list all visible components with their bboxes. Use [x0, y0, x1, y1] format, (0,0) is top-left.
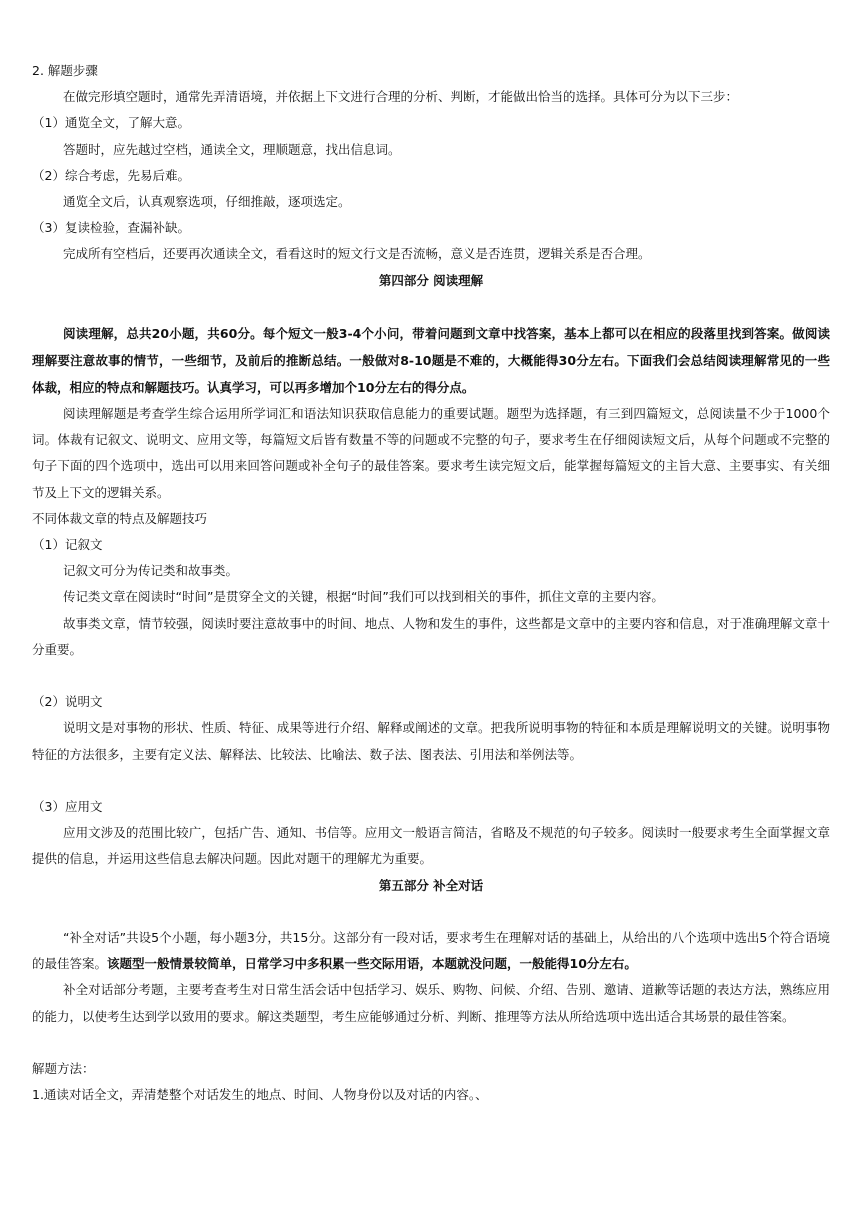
paragraph: 阅读理解题是考查学生综合运用所学词汇和语法知识获取信息能力的重要试题。题型为选择题，有三到四篇短文，总阅读量不少于1000个词。体裁有记叙文、说明文、应用文等，每篇短文后皆有数量不等的问题或不完整的句子，要求考生在仔细阅读短文后，从每个问题或不完整的句子下面的四个选项中，选出可以用来回答问题或补全句子的最佳答案。要求考生读完短文后，能掌握每篇短文的主旨大意、主要事实、有关细节及上下文的逻辑关系。: [32, 406, 830, 500]
section-title-reading: 第四部分 阅读理解: [378, 272, 484, 288]
paragraph: 说明文是对事物的形状、性质、特征、成果等进行介绍、解释或阐述的文章。把我所说明事物的特征和本质是理解说明文的关键。说明事物特征的方法很多，主要有定义法、解释法、比较法、比喻法、数子法、图表法、引用法和举例法等。: [32, 720, 830, 762]
genre-practical: （3）应用文: [32, 799, 103, 815]
step-item-2: （2）综合考虑，先易后难。: [32, 167, 190, 183]
paragraph: 传记类文章在阅读时“时间”是贯穿全文的关键，根据“时间”我们可以找到相关的事件，抓住文章的主要内容。: [63, 589, 664, 605]
dialogue-intro-bold: 该题型一般情景较简单，日常学习中多积累一些交际用语，本题就没问题，一般能得10分左右。: [107, 956, 637, 972]
document-page: [32, 58, 830, 1108]
spacer: [32, 899, 830, 925]
paragraph: 在做完形填空题时，通常先弄清语境，并依据上下文进行合理的分析、判断，才能做出恰当的选择。具体可分为以下三步：: [63, 89, 739, 105]
paragraph: 通览全文后，认真观察选项，仔细推敲，逐项选定。: [63, 194, 351, 210]
spacer: [32, 1030, 830, 1056]
paragraph: 答题时，应先越过空档，通读全文，理顺题意，找出信息词。: [63, 141, 401, 157]
method-item-1: 1.通读对话全文，弄清楚整个对话发生的地点、时间、人物身份以及对话的内容。、: [32, 1087, 488, 1103]
step-heading: 2. 解题步骤: [32, 63, 98, 78]
step-item-1: （1）通览全文，了解大意。: [32, 115, 190, 131]
reading-intro-bold: 阅读理解，总共20小题，共60分。每个短文一般3-4个小问，带着问题到文章中找答案，基本上都可以在相应的段落里找到答案。做阅读理解要注意故事的情节，一些细节，及前后的推断总结。一般做对8-10题是不难的，大概能得30分左右。下面我们会总结阅读理解常见的一些体裁，相应的特点和解题技巧。认真学习，可以再多增加个10分左右的得分点。: [32, 326, 830, 396]
section-title-dialogue: 第五部分 补全对话: [378, 877, 484, 893]
spacer: [32, 768, 830, 794]
method-heading: 解题方法：: [32, 1061, 95, 1077]
sub-heading: 不同体裁文章的特点及解题技巧: [32, 510, 208, 526]
step-item-3: （3）复读检验，查漏补缺。: [32, 220, 190, 236]
paragraph: 应用文涉及的范围比较广，包括广告、通知、书信等。应用文一般语言简洁，省略及不规范的句子较多。阅读时一般要求考生全面掌握文章提供的信息，并运用这些信息去解决问题。因此对题干的理解尤为重要。: [32, 825, 830, 867]
genre-expository: （2）说明文: [32, 694, 103, 710]
dialogue-intro: [32, 925, 830, 977]
paragraph: 补全对话部分考题，主要考查考生对日常生活会话中包括学习、娱乐、购物、问候、介绍、告别、邀请、道歉等话题的表达方法，熟练应用的能力，以使考生达到学以致用的要求。解这类题型，考生应能够通过分析、判断、推理等方法从所给选项中选出适合其场景的最佳答案。: [32, 982, 830, 1024]
paragraph: 记叙文可分为传记类和故事类。: [63, 563, 239, 579]
dialogue-intro-text: “补全对话”共设5个小题，每小题3分，共15分。这部分有一段对话，要求考生在理解对话的基础上，从给出的八个选项中选出5个符合语境的最佳答案。: [32, 930, 830, 972]
paragraph: 故事类文章，情节较强，阅读时要注意故事中的时间、地点、人物和发生的事件，这些都是文章中的主要内容和信息，对于准确理解文章十分重要。: [32, 615, 830, 657]
spacer: [32, 294, 830, 320]
spacer: [32, 663, 830, 689]
paragraph: 完成所有空档后，还要再次通读全文，看看这时的短文行文是否流畅，意义是否连贯，逻辑关系是否合理。: [63, 246, 651, 262]
genre-narrative: （1）记叙文: [32, 537, 103, 553]
